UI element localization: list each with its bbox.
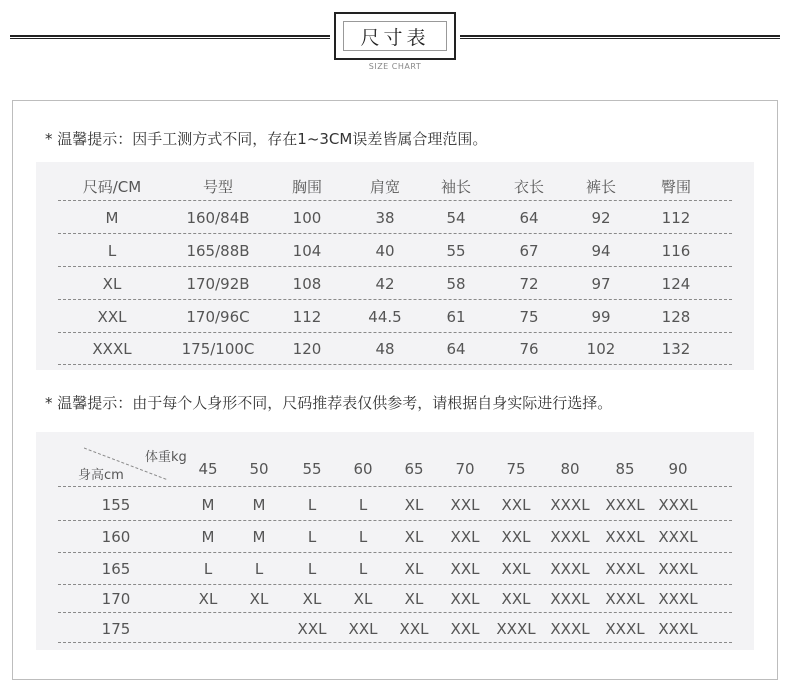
table-cell: 54: [446, 209, 466, 227]
row-divider: [58, 299, 732, 300]
table-cell: 100: [292, 209, 322, 227]
column-header: 肩宽: [369, 178, 401, 196]
size-cell: XXL: [450, 496, 480, 514]
height-cell: 170: [101, 590, 131, 608]
size-cell: XXL: [297, 620, 327, 638]
size-cell: XXXL: [550, 496, 590, 514]
size-cell: XXXL: [605, 620, 645, 638]
table-cell: 55: [446, 242, 466, 260]
table-cell: 165/88B: [186, 242, 250, 260]
row-divider: [58, 266, 732, 267]
size-cell: L: [307, 496, 317, 514]
table-cell: 104: [292, 242, 322, 260]
size-cell: L: [254, 560, 264, 578]
weight-header: 90: [668, 460, 688, 478]
column-header: 袖长: [440, 178, 472, 196]
weight-header: 65: [404, 460, 424, 478]
table-cell: 102: [586, 340, 616, 358]
size-cell: XXXL: [605, 496, 645, 514]
size-cell: XXL: [501, 528, 531, 546]
table-cell: 175/100C: [181, 340, 255, 358]
table-cell: 38: [375, 209, 395, 227]
table-cell: 48: [375, 340, 395, 358]
table-cell: 64: [519, 209, 539, 227]
table-cell: M: [105, 209, 119, 227]
row-divider: [58, 642, 732, 643]
height-cell: 155: [101, 496, 131, 514]
table-cell: 58: [446, 275, 466, 293]
header-title-box: [334, 12, 456, 60]
height-cell: 165: [101, 560, 131, 578]
table-cell: 61: [446, 308, 466, 326]
table-cell: 120: [292, 340, 322, 358]
size-cell: M: [201, 528, 215, 546]
column-header: 衣长: [513, 178, 545, 196]
size-cell: M: [201, 496, 215, 514]
column-header: 胸围: [291, 178, 323, 196]
size-cell: M: [252, 496, 266, 514]
size-cell: L: [358, 528, 368, 546]
table-cell: 42: [375, 275, 395, 293]
size-cell: XXXL: [550, 560, 590, 578]
header-rule-right: [460, 35, 780, 39]
weight-header: 80: [560, 460, 580, 478]
size-cell: XXL: [450, 620, 480, 638]
size-cell: XXL: [399, 620, 429, 638]
size-cell: XL: [198, 590, 218, 608]
row-divider: [58, 612, 732, 613]
row-divider: [58, 552, 732, 553]
height-cell: 160: [101, 528, 131, 546]
weight-header: 55: [302, 460, 322, 478]
weight-header: 70: [455, 460, 475, 478]
table-cell: 40: [375, 242, 395, 260]
size-cell: L: [358, 560, 368, 578]
row-divider: [58, 520, 732, 521]
column-header: 臀围: [660, 178, 692, 196]
table-cell: 128: [661, 308, 691, 326]
size-cell: XXL: [501, 590, 531, 608]
table-cell: 94: [591, 242, 611, 260]
size-cell: XXXL: [550, 528, 590, 546]
size-cell: XXL: [450, 528, 480, 546]
column-header: 尺码/CM: [82, 178, 142, 196]
table-cell: 116: [661, 242, 691, 260]
table-cell: XL: [102, 275, 122, 293]
table-cell: 67: [519, 242, 539, 260]
size-measurement-table: [36, 162, 754, 370]
table-cell: 97: [591, 275, 611, 293]
table-cell: 76: [519, 340, 539, 358]
weight-header: 85: [615, 460, 635, 478]
column-header: 裤长: [585, 178, 617, 196]
page-subtitle: SIZE CHART: [368, 62, 422, 71]
size-cell: L: [358, 496, 368, 514]
size-cell: XXXL: [550, 620, 590, 638]
row-divider: [58, 364, 732, 365]
page-title: 尺寸表: [343, 21, 447, 51]
table-cell: XXL: [97, 308, 127, 326]
row-divider: [58, 584, 732, 585]
weight-header: 45: [198, 460, 218, 478]
table-cell: 72: [519, 275, 539, 293]
size-cell: XXXL: [658, 590, 698, 608]
size-cell: XXXL: [658, 560, 698, 578]
table-cell: XXXL: [92, 340, 132, 358]
table-cell: 108: [292, 275, 322, 293]
row-divider: [58, 233, 732, 234]
table-cell: 160/84B: [186, 209, 250, 227]
size-cell: XL: [302, 590, 322, 608]
size-cell: XL: [249, 590, 269, 608]
size-cell: XXL: [501, 560, 531, 578]
size-cell: XXXL: [605, 560, 645, 578]
size-cell: XL: [404, 560, 424, 578]
size-cell: XXXL: [658, 528, 698, 546]
table-cell: 170/96C: [186, 308, 250, 326]
table-cell: 170/92B: [186, 275, 250, 293]
size-cell: XL: [353, 590, 373, 608]
row-divider: [58, 200, 732, 201]
table-cell: 64: [446, 340, 466, 358]
size-cell: L: [203, 560, 213, 578]
size-cell: XL: [404, 590, 424, 608]
table-cell: 99: [591, 308, 611, 326]
height-cell: 175: [101, 620, 131, 638]
size-cell: XXXL: [605, 590, 645, 608]
size-cell: XL: [404, 496, 424, 514]
weight-axis-label: 体重kg: [145, 450, 187, 465]
size-cell: XXL: [450, 560, 480, 578]
size-cell: XXL: [501, 496, 531, 514]
size-cell: L: [307, 560, 317, 578]
table-cell: 132: [661, 340, 691, 358]
size-cell: XXXL: [658, 496, 698, 514]
size-cell: XXL: [450, 590, 480, 608]
size-cell: XXXL: [496, 620, 536, 638]
size-cell: L: [307, 528, 317, 546]
row-divider: [58, 486, 732, 487]
table-cell: 75: [519, 308, 539, 326]
table-cell: 44.5: [368, 308, 402, 326]
table-cell: 112: [661, 209, 691, 227]
height-axis-label: 身高cm: [78, 468, 124, 483]
size-cell: M: [252, 528, 266, 546]
weight-header: 60: [353, 460, 373, 478]
table-cell: 124: [661, 275, 691, 293]
table-cell: 112: [292, 308, 322, 326]
column-header: 号型: [202, 178, 234, 196]
size-cell: XXL: [348, 620, 378, 638]
size-cell: XXXL: [605, 528, 645, 546]
weight-header: 50: [249, 460, 269, 478]
recommendation-note: * 温馨提示：由于每个人身形不同，尺码推荐表仅供参考，请根据自身实际进行选择。: [45, 394, 613, 412]
header-rule-left: [10, 35, 330, 39]
weight-header: 75: [506, 460, 526, 478]
size-cell: XXXL: [550, 590, 590, 608]
measurement-note: * 温馨提示：因手工测方式不同，存在1~3CM误差皆属合理范围。: [45, 130, 488, 148]
size-cell: XXXL: [658, 620, 698, 638]
table-cell: L: [107, 242, 117, 260]
row-divider: [58, 332, 732, 333]
size-cell: XL: [404, 528, 424, 546]
table-cell: 92: [591, 209, 611, 227]
